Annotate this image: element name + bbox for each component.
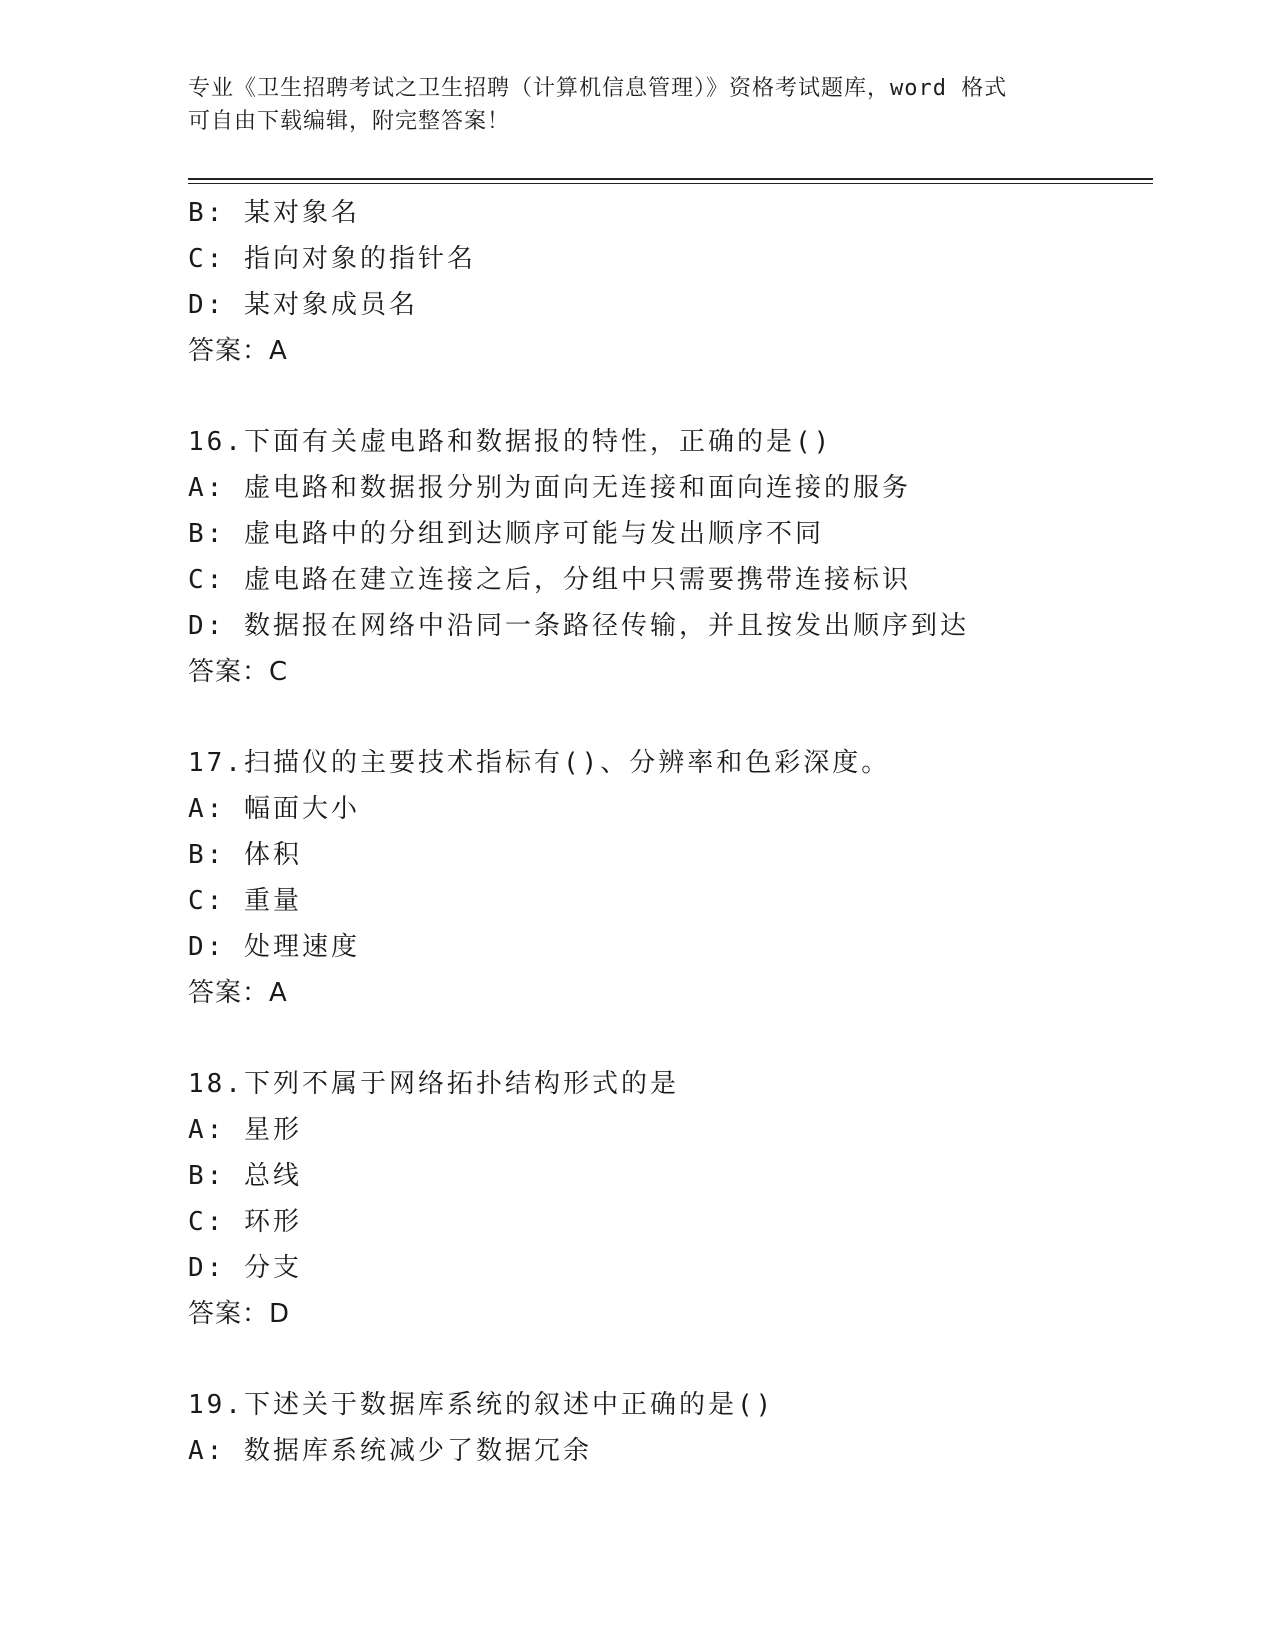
option-text: 虚电路在建立连接之后，分组中只需要携带连接标识 xyxy=(243,565,911,595)
q16-answer: 答案：C xyxy=(188,657,289,687)
q15-option-b xyxy=(188,190,1153,236)
option-letter: B: xyxy=(188,519,226,549)
q16-option-d xyxy=(188,603,1153,649)
q18-question: 18.下列不属于网络拓扑结构形式的是 xyxy=(188,1069,679,1099)
q17-option-b xyxy=(188,832,1153,878)
option-letter: C: xyxy=(188,886,226,916)
option-text: 幅面大小 xyxy=(243,794,360,824)
option-text: 数据库系统减少了数据冗余 xyxy=(243,1436,592,1466)
option-text: 某对象成员名 xyxy=(243,290,418,320)
header-line-2: 可自由下载编辑，附完整答案！ xyxy=(188,109,511,134)
option-letter: D: xyxy=(188,1253,226,1283)
option-text: 总线 xyxy=(243,1161,302,1191)
option-text: 环形 xyxy=(243,1207,302,1237)
option-text: 处理速度 xyxy=(243,932,360,962)
q15-option-d xyxy=(188,282,1153,328)
option-letter: A: xyxy=(188,1115,226,1145)
q16-option-b xyxy=(188,511,1153,557)
q17-option-c xyxy=(188,878,1153,924)
option-text: 虚电路中的分组到达顺序可能与发出顺序不同 xyxy=(243,519,824,549)
q17-question: 17.扫描仪的主要技术指标有()、分辨率和色彩深度。 xyxy=(188,748,891,778)
q15-option-c xyxy=(188,236,1153,282)
option-text: 星形 xyxy=(243,1115,302,1145)
option-letter: B: xyxy=(188,840,226,870)
spacer xyxy=(188,695,1153,740)
option-letter: B: xyxy=(188,1161,226,1191)
header-line-1: 专业《卫生招聘考试之卫生招聘（计算机信息管理）》资格考试题库，word 格式 xyxy=(188,76,1008,101)
option-letter: C: xyxy=(188,244,226,274)
q17-option-a xyxy=(188,786,1153,832)
header-divider xyxy=(188,178,1153,180)
q19-question: 19.下述关于数据库系统的叙述中正确的是() xyxy=(188,1390,775,1420)
q18-option-b xyxy=(188,1153,1153,1199)
q15-answer: 答案：A xyxy=(188,336,288,366)
option-letter: C: xyxy=(188,565,226,595)
option-letter: D: xyxy=(188,932,226,962)
spacer xyxy=(188,374,1153,419)
document-header xyxy=(188,72,1088,138)
question-list xyxy=(188,190,1153,1474)
option-letter: D: xyxy=(188,290,226,320)
option-text: 重量 xyxy=(243,886,302,916)
option-text: 数据报在网络中沿同一条路径传输，并且按发出顺序到达 xyxy=(243,611,969,641)
q17-option-d xyxy=(188,924,1153,970)
option-text: 体积 xyxy=(243,840,302,870)
option-letter: B: xyxy=(188,198,226,228)
q18-option-c xyxy=(188,1199,1153,1245)
q16-option-c xyxy=(188,557,1153,603)
q18-option-a xyxy=(188,1107,1153,1153)
option-letter: A: xyxy=(188,1436,226,1466)
option-letter: A: xyxy=(188,473,226,503)
option-text: 分支 xyxy=(243,1253,302,1283)
q16-option-a xyxy=(188,465,1153,511)
option-text: 指向对象的指针名 xyxy=(243,244,476,274)
q17-answer: 答案：A xyxy=(188,978,288,1008)
q19-option-a xyxy=(188,1428,1153,1474)
q18-option-d xyxy=(188,1245,1153,1291)
spacer xyxy=(188,1337,1153,1382)
option-letter: C: xyxy=(188,1207,226,1237)
option-letter: D: xyxy=(188,611,226,641)
option-text: 虚电路和数据报分别为面向无连接和面向连接的服务 xyxy=(243,473,911,503)
spacer xyxy=(188,1016,1153,1061)
header-divider-thin xyxy=(188,183,1153,184)
q18-answer: 答案：D xyxy=(188,1299,291,1329)
option-text: 某对象名 xyxy=(243,198,360,228)
q16-question: 16.下面有关虚电路和数据报的特性，正确的是() xyxy=(188,427,833,457)
option-letter: A: xyxy=(188,794,226,824)
